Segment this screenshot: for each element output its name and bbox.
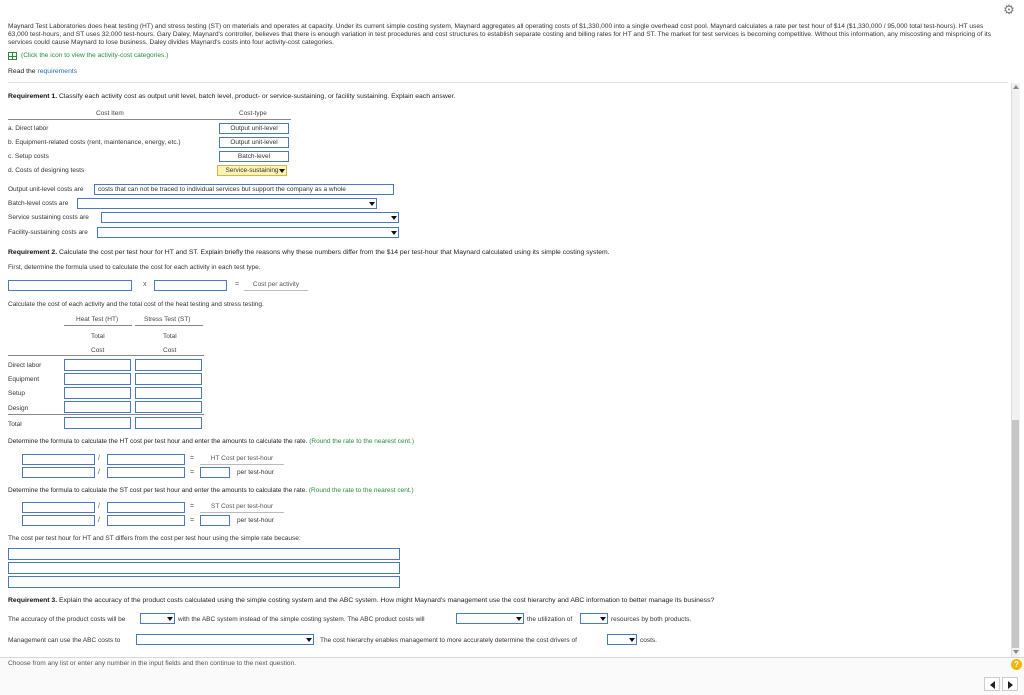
cost-type-a[interactable]: Output unit-level xyxy=(219,123,289,134)
read-requirements xyxy=(8,68,77,76)
req1-heading xyxy=(8,93,455,101)
req3-s1a: The accuracy of the product costs will be xyxy=(8,616,126,623)
footer-instruction: Choose from any list or enter any number in the input fields and then continue to the next question. xyxy=(8,660,297,667)
req2-first: First, determine the formula used to calculate the cost for each activity in each test type. xyxy=(8,264,261,271)
req1-title: Requirement 1. xyxy=(8,93,58,100)
row-setup: Setup xyxy=(8,390,25,397)
st-formula-text: Determine the formula to calculate the ST cost per test hour and enter the amounts to calculate the rate. xyxy=(8,487,308,494)
cost-item-a: a. Direct labor xyxy=(8,125,49,132)
chevron-down-icon xyxy=(391,214,397,221)
read-prefix: Read the xyxy=(8,68,38,75)
ht-cost-header: Cost xyxy=(91,347,105,354)
explain-label-facility: Facility-sustaining costs are xyxy=(8,229,88,236)
ht-per-hour: per test-hour xyxy=(237,469,274,476)
req2-heading xyxy=(8,249,610,257)
ht-design-input[interactable] xyxy=(64,401,131,413)
st-numerator-input[interactable] xyxy=(22,502,95,513)
ht-divide-sign: / xyxy=(98,455,100,462)
req3-s2a: Management can use the ABC costs to xyxy=(8,637,121,644)
problem-intro: Maynard Test Laboratories does heat testing (HT) and stress testing (ST) on materials and operates at capacity. Under its current simple costing system, Maynard aggregates all operating costs of $1,330,000 into a single overhead cost pool. Maynard calculates a rate per test hour of $14 ($1,330,000 / 95,000 total test-hours). HT uses 63,000 test-hours, and ST uses 32,000 test-hours. Gary Daley, Maynard's controller, believes that there is enough variation in test procedures and cost structures to establish separate costing and billing rates for HT and ST. The market for test services is becoming competitive. Without this information, any miscosting and mispricing of its services could cause Maynard to lose business. Daley divides Maynard's costs into four activity-cost categories. xyxy=(8,23,991,47)
cost-type-b[interactable]: Output unit-level xyxy=(219,137,289,148)
st-denominator-input-2[interactable] xyxy=(107,515,185,526)
st-equals-sign-2: = xyxy=(190,517,195,524)
chevron-down-icon xyxy=(629,636,635,643)
ht-equals-sign: = xyxy=(190,455,195,462)
ht-direct-labor-input[interactable] xyxy=(64,359,131,371)
cost-item-d: d. Costs of designing tests xyxy=(8,167,85,174)
explain-batch-select[interactable] xyxy=(77,198,377,209)
req2-title: Requirement 2. xyxy=(8,249,58,256)
equals-sign: = xyxy=(235,281,240,288)
ht-divide-sign-2: / xyxy=(98,469,100,476)
ht-denominator-input[interactable] xyxy=(107,454,185,465)
total-rule xyxy=(8,414,204,415)
explain-label-batch: Batch-level costs are xyxy=(8,200,69,207)
divider xyxy=(8,82,1008,83)
prev-question-button[interactable] xyxy=(984,677,1000,691)
ht-cost-label: HT Cost per test-hour xyxy=(200,454,284,465)
explain-output-select[interactable] xyxy=(94,184,394,195)
scroll-down-arrow-icon[interactable] xyxy=(1012,648,1019,655)
cost-type-c[interactable]: Batch-level xyxy=(219,151,289,162)
chevron-down-icon xyxy=(279,167,285,174)
st-divide-sign-2: / xyxy=(98,517,100,524)
req3-s1d: resources by both products. xyxy=(611,616,692,623)
ht-rate-input[interactable] xyxy=(200,467,230,478)
explain-output-value: costs that can not be traced to individual services but support the company as a whole xyxy=(98,186,346,193)
st-formula-instruction xyxy=(8,487,414,495)
cost-table-rule xyxy=(8,355,204,356)
chevron-down-icon xyxy=(167,615,173,622)
scrollbar-thumb[interactable] xyxy=(1012,420,1019,648)
st-design-input[interactable] xyxy=(135,401,202,413)
st-per-hour: per test-hour xyxy=(237,517,274,524)
chevron-down-icon xyxy=(600,615,606,622)
req3-heading xyxy=(8,597,714,605)
st-numerator-input-2[interactable] xyxy=(22,515,95,526)
st-total-input[interactable] xyxy=(135,417,202,429)
req3-text: Explain the accuracy of the product costs calculated using the simple costing system and the ABC system. How might Maynard's management use the cost hierarchy and ABC information to better manage its business? xyxy=(57,597,715,604)
requirements-link[interactable]: requirements xyxy=(37,68,78,75)
req2-text: Calculate the cost per test hour for HT and ST. Explain briefly the reasons why these numbers differ from the $14 per test-hour that Maynard calculated using its simple costing system. xyxy=(57,249,610,256)
ht-round-note: (Round the rate to the nearest cent.) xyxy=(309,438,415,445)
cost-item-c: c. Setup costs xyxy=(8,153,49,160)
req3-title: Requirement 3. xyxy=(8,597,58,604)
req3-s1c: the utilization of xyxy=(527,616,573,623)
ht-total-input[interactable] xyxy=(64,417,131,429)
ht-rule xyxy=(64,325,132,326)
explain-service-select[interactable] xyxy=(101,212,399,223)
req3-s2b: The cost hierarchy enables management to more accurately determine the cost drivers of xyxy=(320,637,577,644)
scroll-up-arrow-icon[interactable] xyxy=(1012,84,1019,91)
cost-drivers-select[interactable] xyxy=(607,634,637,645)
cost-item-b: b. Equipment-related costs (rent, maintenance, energy, etc.) xyxy=(8,139,181,146)
chevron-down-icon xyxy=(391,229,397,236)
differs-input-2[interactable] xyxy=(8,562,400,574)
abc-costs-select[interactable] xyxy=(456,613,524,624)
icon-note: (Click the icon to view the activity-cost categories.) xyxy=(21,52,169,59)
ht-numerator-input-2[interactable] xyxy=(22,467,95,478)
ht-total-header: Total xyxy=(91,333,105,340)
chevron-down-icon xyxy=(516,615,522,622)
cost-type-d-select[interactable] xyxy=(217,165,287,176)
next-question-button[interactable] xyxy=(1002,677,1018,691)
col-cost-type: Cost-type xyxy=(239,110,267,117)
formula-input-2[interactable] xyxy=(154,280,227,291)
calc-title: Calculate the cost of each activity and the total cost of the heat testing and stress testing. xyxy=(8,301,264,308)
ht-equipment-input[interactable] xyxy=(64,373,131,385)
row-total: Total xyxy=(8,421,22,428)
gear-icon[interactable]: ⚙ xyxy=(1003,2,1015,17)
help-icon[interactable]: ? xyxy=(1011,659,1022,670)
st-denominator-input[interactable] xyxy=(107,502,185,513)
st-rule xyxy=(135,325,203,326)
table-header-rule xyxy=(8,119,291,120)
st-equipment-input[interactable] xyxy=(135,373,202,385)
st-equals-sign: = xyxy=(190,503,195,510)
explain-facility-select[interactable] xyxy=(97,227,399,238)
req3-s1b: with the ABC system instead of the simple costing system. The ABC product costs will xyxy=(178,616,425,623)
st-direct-labor-input[interactable] xyxy=(135,359,202,371)
abc-use-select[interactable] xyxy=(136,634,314,645)
st-header: Stress Test (ST) xyxy=(144,316,191,323)
col-cost-item: Cost Item xyxy=(96,110,124,117)
cost-per-activity-label: Cost per activity xyxy=(244,280,308,291)
st-divide-sign: / xyxy=(98,503,100,510)
ht-equals-sign-2: = xyxy=(190,469,195,476)
st-round-note: (Round the rate to the nearest cent.) xyxy=(308,487,414,494)
row-equipment: Equipment xyxy=(8,376,40,383)
formula-input-1[interactable] xyxy=(8,280,132,291)
ht-denominator-input-2[interactable] xyxy=(107,467,185,478)
ht-header: Heat Test (HT) xyxy=(76,316,119,323)
st-cost-header: Cost xyxy=(163,347,177,354)
accuracy-select[interactable] xyxy=(140,613,175,624)
st-cost-label: ST Cost per test-hour xyxy=(200,502,284,513)
row-design: Design xyxy=(8,405,29,412)
cost-type-d-value: Service-sustaining xyxy=(225,167,279,174)
ht-numerator-input[interactable] xyxy=(22,454,95,465)
chevron-down-icon xyxy=(306,636,312,643)
ht-formula-instruction xyxy=(8,438,414,446)
st-rate-input[interactable] xyxy=(200,515,230,526)
st-setup-input[interactable] xyxy=(135,387,202,399)
explain-label-output: Output unit-level costs are xyxy=(8,186,84,193)
ht-setup-input[interactable] xyxy=(64,387,131,399)
ht-formula-text: Determine the formula to calculate the HT cost per test hour and enter the amounts to calculate the rate. xyxy=(8,438,308,445)
chevron-down-icon xyxy=(369,200,375,207)
row-direct-labor: Direct labor xyxy=(8,362,42,369)
differs-input-3[interactable] xyxy=(8,576,400,588)
differs-text: The cost per test hour for HT and ST differs from the cost per test hour using the simple rate because: xyxy=(8,535,301,542)
utilization-select[interactable] xyxy=(580,613,608,624)
req3-s2c: costs. xyxy=(640,637,657,644)
explain-label-service: Service sustaining costs are xyxy=(8,214,89,221)
differs-input-1[interactable] xyxy=(8,548,400,560)
st-total-header: Total xyxy=(163,333,177,340)
times-sign: x xyxy=(143,281,147,288)
req1-text: Classify each activity cost as output unit level, batch level, product- or service-sustaining, or facility sustaining. Explain each answer. xyxy=(57,93,456,100)
table-icon[interactable] xyxy=(8,52,17,60)
